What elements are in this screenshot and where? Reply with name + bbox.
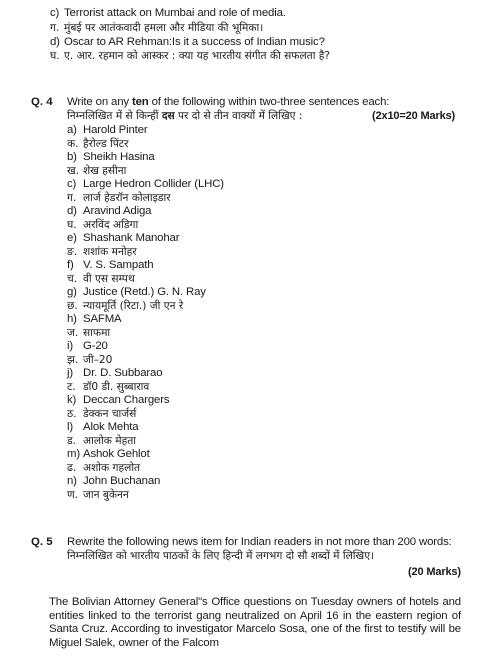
question-4-marks: (2x10=20 Marks) [372,110,456,122]
item-label: क. [67,137,79,150]
item-label: ङ. [67,245,78,258]
item-label: घ. [50,50,60,62]
item-text: न्यायमूर्ति (रिटा.) जी एन रे [83,299,184,312]
q3-line [50,49,330,63]
q4-item [67,447,150,461]
item-text: SAFMA [83,313,122,325]
item-text: जान बुकेनन [83,488,129,501]
item-text: Ashok Gehlot [83,448,150,460]
item-label: k) [67,394,77,406]
item-text: Oscar to AR Rehman:Is it a success of Indian music? [64,36,325,48]
q4-item [67,488,129,502]
q4-item [67,150,155,164]
news-item-paragraph: The Bolivian Attorney General"s Office questions on Tuesday owners of hotels and entities linked to the terrorist gang neutralized on April 16 in the eastern region of Santa Cruz. According to investigator Marcelo Sosa, one of the first to testify will be Miguel Salek, owner of the Falcom [49,596,461,649]
item-text: अशोक गहलोत [83,461,141,474]
item-label: g) [67,286,77,298]
question-4-instruction-hindi: निम्नलिखित में से किन्हीं दस पर दो से तीन वाक्यों में लिखिए : [67,110,303,122]
item-label: छ. [67,299,78,312]
q4-item [67,204,151,218]
q4-item [67,312,122,326]
q4-item [67,393,169,407]
item-label: b) [67,151,77,163]
item-text: ए. आर. रहमान को आस्कर : क्या यह भारतीय संगीत की सफलता है? [64,50,331,62]
item-text: वी एस सम्पथ [83,272,135,285]
item-text: Terrorist attack on Mumbai and role of media. [64,7,286,19]
q4-item [67,366,162,380]
item-label: c) [50,7,60,19]
item-text: आलोक मेहता [83,434,136,447]
q4-item [67,353,112,367]
item-text: Harold Pinter [83,124,148,136]
question-4-number: Q. 4 [31,96,53,108]
item-text: हैरोल्ड पिंटर [83,137,129,150]
item-text: Sheikh Hasina [83,151,155,163]
item-label: d) [50,36,60,48]
q4-item [67,474,160,488]
item-text: Deccan Chargers [83,394,170,406]
q4-item [67,258,153,272]
q4-item [67,218,138,232]
item-label: h) [67,313,77,325]
question-5-instruction: Rewrite the following news item for Indian readers in not more than 200 words: [67,536,452,548]
item-label: ग. [50,22,60,34]
q4-item [67,164,126,178]
item-label: ठ. [67,407,77,420]
item-text: Justice (Retd.) G. N. Ray [83,286,206,298]
q4-item [67,380,149,394]
question-4-instruction: Write on any ten of the following within two-three sentences each: [67,96,390,108]
q4-item [67,326,110,340]
item-text: Alok Mehta [83,421,139,433]
item-label: ज. [67,326,79,339]
item-label: i) [67,340,74,352]
item-text: जी–20 [83,353,113,366]
q4-item [67,339,108,353]
q4-item [67,434,136,448]
q4-item [67,137,128,151]
q4-item [67,272,135,286]
q4-item [67,191,171,205]
item-text: Large Hedron Collider (LHC) [83,178,224,190]
item-text: V. S. Sampath [83,259,154,271]
q3-line [50,6,286,20]
item-label: c) [67,178,77,190]
item-label: n) [67,475,77,487]
item-text: डेक्कन चार्जर्स [83,407,137,420]
item-text: G-20 [83,340,108,352]
item-label: ग. [67,191,77,204]
q3-line [50,21,263,35]
item-label: f) [67,259,74,271]
item-label: e) [67,232,77,244]
q4-item [67,245,137,259]
item-label: ड. [67,434,77,447]
item-label: च. [67,272,78,285]
item-text: शेख हसीना [83,164,127,177]
question-5-instruction-hindi: निम्नलिखित को भारतीय पाठकों के लिए हिन्दी में लगभग दो सौ शब्दों में लिखिए। [67,550,375,562]
q4-item [67,123,148,137]
q4-item [67,177,224,191]
q3-line [50,35,325,49]
q4-item [67,407,136,421]
q4-item [67,461,140,475]
item-label: l) [67,421,74,433]
item-label: झ. [67,353,79,366]
q4-item [67,231,179,245]
item-label: j) [67,367,74,379]
item-text: John Buchanan [83,475,161,487]
item-label: घ. [67,218,77,231]
item-text: मुंबई पर आतंकवादी हमला और मीडिया की भूमिका। [64,22,264,34]
item-text: साफमा [83,326,111,339]
question-5-marks: (20 Marks) [408,566,461,578]
item-label: d) [67,205,77,217]
item-text: Shashank Manohar [83,232,180,244]
item-label: ट. [67,380,76,393]
item-text: डॉ0 डी. सुब्बाराव [83,380,150,393]
item-text: शशांक मनोहर [83,245,137,258]
item-label: a) [67,124,77,136]
question-5-number: Q. 5 [31,536,53,548]
item-label: ख. [67,164,80,177]
item-text: Aravind Adiga [83,205,152,217]
q4-item [67,285,206,299]
item-text: अरविंद अडिगा [83,218,139,231]
item-text: Dr. D. Subbarao [83,367,163,379]
q4-item [67,420,138,434]
item-label: ण. [67,488,79,501]
item-label: m) [67,448,80,460]
item-label: ढ. [67,461,77,474]
item-text: लार्ज हेडरॉन कोलाइडार [83,191,171,204]
q4-item [67,299,183,313]
